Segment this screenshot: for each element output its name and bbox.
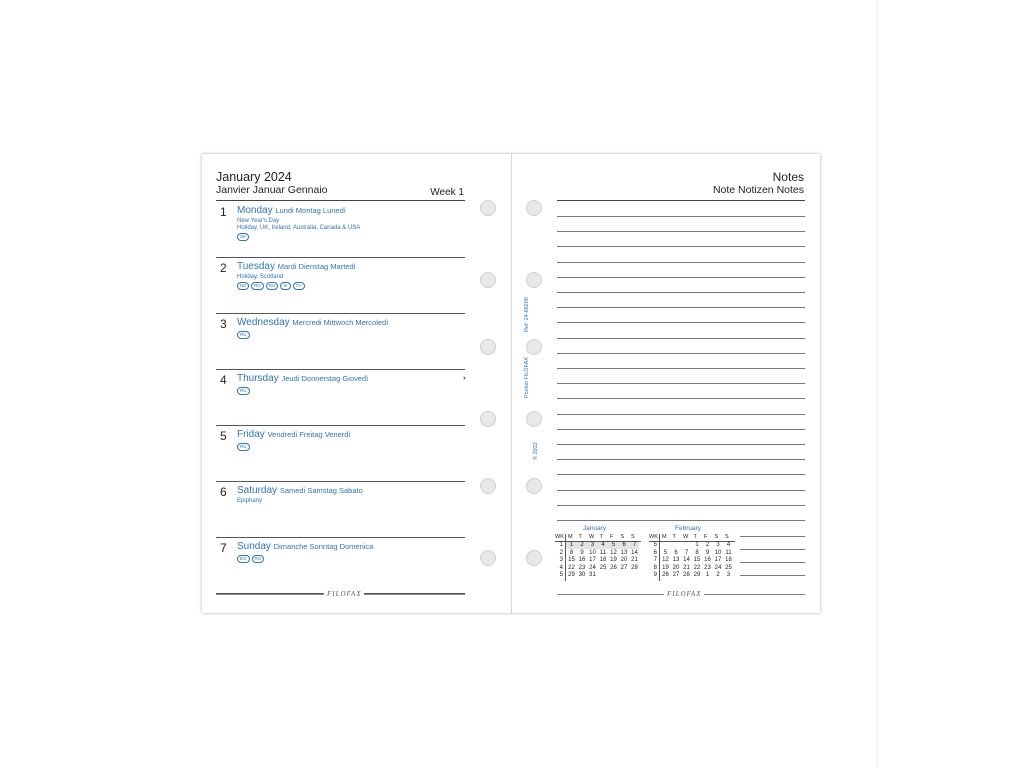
date-cell: 17: [589, 557, 596, 564]
note-line: [557, 459, 805, 460]
note-line: [557, 520, 805, 521]
date-cell: 3: [590, 542, 595, 548]
country-badge: RO: [251, 282, 264, 290]
date-cell: 23: [578, 564, 586, 571]
day-number: 3: [220, 317, 227, 331]
country-badge: SI: [280, 282, 290, 290]
weekday-header: S: [714, 534, 719, 540]
date-cell: 28: [631, 564, 638, 571]
day-name-translations: Samedi Samstag Sabato: [279, 486, 363, 495]
note-line: [557, 505, 805, 506]
date-cell: 15: [568, 557, 575, 564]
date-cell: 21: [683, 564, 690, 571]
note-line-short: [740, 549, 805, 550]
note-line: [557, 307, 805, 308]
date-cell: 12: [662, 557, 669, 564]
day-name: Sunday: [237, 541, 271, 552]
day-entry: [216, 369, 465, 426]
date-cell: 11: [725, 549, 732, 556]
note-line: [557, 474, 805, 475]
date-cell: 22: [693, 564, 701, 571]
day-name-line: [237, 205, 346, 216]
date-cell: 20: [620, 557, 628, 564]
day-entry: [216, 481, 465, 538]
date-cell: 29: [568, 572, 575, 579]
day-name-line: [237, 373, 368, 384]
date-cell: 18: [725, 557, 732, 564]
day-name-line: [237, 541, 373, 552]
date-cell: 30: [578, 572, 586, 579]
punch-hole: [526, 339, 542, 355]
date-cell: 19: [610, 557, 617, 564]
weekday-header: S: [620, 534, 625, 540]
note-line: [557, 414, 805, 415]
punch-hole: [480, 339, 496, 355]
day-name-line: [237, 261, 356, 272]
country-badge: RU: [252, 555, 265, 563]
day-name: Wednesday: [237, 317, 290, 328]
weekday-header: M: [568, 534, 573, 540]
date-cell: 24: [714, 564, 722, 571]
country-badge: RU: [237, 331, 250, 339]
note-line: [557, 353, 805, 354]
day-name-line: [237, 485, 363, 496]
week-number-cell: 5: [653, 542, 657, 548]
note-line: [557, 246, 805, 247]
country-badge: TH: [293, 282, 305, 290]
month-title: January 2024: [216, 170, 292, 184]
date-cell: 26: [610, 564, 617, 571]
weekday-header: S: [631, 534, 635, 540]
day-name-translations: Mercredi Mittwoch Mercoledì: [292, 318, 389, 327]
date-cell: 8: [569, 549, 574, 556]
week-number-cell: 7: [653, 557, 657, 564]
note-line: [557, 383, 805, 384]
punch-hole: [480, 550, 496, 566]
day-entry: [216, 257, 465, 314]
date-cell: 4: [601, 542, 605, 548]
date-cell: 27: [672, 572, 680, 579]
day-name-translations: Jeudi Donnerstag Giovedì: [281, 374, 369, 383]
week-number-cell: 2: [559, 549, 563, 556]
date-cell: 9: [705, 549, 710, 556]
week-number-cell: 6: [653, 549, 657, 556]
copyright: © 2022: [533, 442, 539, 460]
day-name-translations: Lundi Montag Lunedì: [275, 206, 346, 215]
weekday-header: T: [693, 534, 697, 540]
date-cell: 3: [726, 572, 731, 579]
date-cell: 1: [695, 542, 699, 548]
week-number-cell: 8: [653, 564, 657, 571]
reference-number: Ref: 24-68209: [524, 297, 530, 332]
weekday-header: W: [683, 534, 689, 540]
day-name: Friday: [237, 429, 265, 440]
day-number: 1: [220, 205, 227, 219]
date-cell: 10: [589, 549, 596, 556]
date-cell: 23: [704, 564, 711, 571]
day-note: New Year's Day: [237, 218, 280, 224]
day-entry: [216, 537, 465, 594]
note-line: [557, 292, 805, 293]
weekday-header: F: [610, 534, 614, 540]
note-line: [557, 262, 805, 263]
date-cell: 8: [695, 549, 699, 556]
country-badge: RU: [266, 282, 279, 290]
note-line: [557, 322, 805, 323]
country-badges: [237, 282, 305, 290]
country-badges: [237, 233, 249, 241]
note-line: [557, 368, 805, 369]
date-cell: 31: [589, 572, 596, 579]
country-badges: [237, 443, 250, 451]
diary-spread: [202, 154, 820, 613]
weekday-header: T: [672, 534, 676, 540]
day-number: 2: [220, 261, 227, 275]
note-line-short: [740, 562, 805, 563]
day-number: 4: [220, 373, 227, 387]
country-badge: EG: [237, 555, 250, 563]
date-cell: 7: [684, 549, 689, 556]
date-cell: 29: [693, 572, 701, 579]
date-cell: 24: [589, 564, 596, 571]
date-cell: 25: [725, 564, 732, 571]
day-note: Epiphany: [237, 498, 263, 504]
day-number: 5: [220, 429, 227, 443]
date-cell: 4: [726, 542, 731, 548]
punch-hole: [480, 272, 496, 288]
note-line-short: [740, 536, 805, 537]
weekday-header: WK: [649, 534, 658, 540]
country-badges: [237, 387, 250, 395]
date-cell: 20: [672, 564, 680, 571]
date-cell: 19: [662, 564, 669, 571]
date-cell: 5: [611, 542, 616, 548]
punch-hole: [526, 478, 542, 494]
country-badge: SK: [237, 233, 249, 241]
date-cell: 7: [632, 542, 637, 548]
date-cell: 2: [580, 542, 584, 548]
country-badges: [237, 331, 250, 339]
date-cell: 28: [683, 572, 690, 579]
day-entry: [216, 425, 465, 482]
country-badge: RU: [237, 443, 250, 451]
country-badges: [237, 555, 264, 563]
week-number-cell: 3: [559, 557, 563, 564]
note-line: [557, 231, 805, 232]
day-number: 7: [220, 541, 227, 555]
day-name-line: [237, 317, 388, 328]
date-cell: 6: [674, 549, 678, 556]
day-name-translations: Dimanche Sonntag Domenica: [273, 542, 374, 551]
date-cell: 25: [599, 564, 607, 571]
date-cell: 12: [610, 549, 617, 556]
day-name: Tuesday: [237, 261, 275, 272]
weekday-header: WK: [555, 534, 564, 540]
date-cell: 18: [599, 557, 607, 564]
background-edge-line: [877, 0, 878, 768]
note-line: [557, 338, 805, 339]
day-name: Monday: [237, 205, 273, 216]
left-footer-logo: FILOFAX: [324, 590, 364, 598]
note-line: [557, 216, 805, 217]
week-number: Week 1: [430, 187, 464, 198]
date-cell: 15: [693, 557, 701, 564]
weekday-header: T: [599, 534, 603, 540]
day-name-translations: Mardi Dienstag Martedì: [277, 262, 356, 271]
country-badge: NZ: [237, 282, 249, 290]
day-name: Thursday: [237, 373, 279, 384]
week-number-cell: 5: [559, 572, 563, 579]
page-fold: [511, 154, 512, 613]
note-line: [557, 429, 805, 430]
punch-hole: [526, 411, 542, 427]
mini-calendar-month: January: [583, 525, 607, 532]
weekday-header: T: [578, 534, 582, 540]
weekday-header: F: [704, 534, 708, 540]
country-badge: RU: [237, 387, 250, 395]
date-cell: 17: [714, 557, 722, 564]
date-cell: 13: [620, 549, 628, 556]
date-cell: 1: [705, 572, 710, 579]
date-cell: 2: [716, 572, 720, 579]
note-line: [557, 444, 805, 445]
date-cell: 22: [568, 564, 575, 571]
day-entry: [216, 201, 465, 258]
punch-hole: [526, 200, 542, 216]
day-note: Holiday, UK, Ireland, Australia, Canada & USA: [237, 225, 361, 231]
date-cell: 3: [716, 542, 720, 548]
note-line: [557, 398, 805, 399]
day-note: Holiday, Scotland: [237, 274, 284, 280]
day-name-line: [237, 429, 351, 440]
notes-translations: Note Notizen Notes: [712, 184, 804, 196]
day-name-translations: Vendredi Freitag Venerdì: [267, 430, 351, 439]
punch-hole: [480, 200, 496, 216]
month-translations: Janvier Januar Gennaio: [216, 184, 328, 196]
note-line: [557, 200, 805, 201]
day-entry: [216, 313, 465, 370]
mini-calendar-month: February: [675, 525, 702, 532]
date-cell: 16: [704, 557, 711, 564]
punch-hole: [480, 411, 496, 427]
day-name: Saturday: [237, 485, 278, 496]
weekday-header: M: [662, 534, 667, 540]
weekday-header: W: [589, 534, 595, 540]
date-cell: 6: [622, 542, 626, 548]
date-cell: 16: [578, 557, 586, 564]
date-cell: 11: [599, 549, 607, 556]
date-cell: 9: [580, 549, 584, 556]
date-cell: 1: [569, 542, 574, 548]
punch-hole: [480, 478, 496, 494]
date-cell: 14: [683, 557, 690, 564]
date-cell: 13: [672, 557, 680, 564]
punch-hole: [526, 272, 542, 288]
day-number: 6: [220, 485, 227, 499]
right-footer-logo: FILOFAX: [664, 590, 704, 598]
week-number-cell: 9: [653, 572, 657, 579]
note-line-short: [740, 575, 805, 576]
date-cell: 5: [663, 549, 668, 556]
date-cell: 26: [662, 572, 669, 579]
date-cell: 27: [620, 564, 628, 571]
note-line: [557, 490, 805, 491]
date-cell: 14: [631, 549, 638, 556]
week-number-cell: 4: [559, 564, 563, 571]
punch-hole: [526, 550, 542, 566]
date-cell: 21: [631, 557, 638, 564]
date-cell: 10: [714, 549, 722, 556]
week-number-cell: 1: [559, 542, 563, 548]
weekday-header: S: [725, 534, 729, 540]
notes-title: Notes: [772, 170, 804, 184]
moon-phase-icon: ◑: [461, 375, 466, 382]
note-line: [557, 277, 805, 278]
date-cell: 2: [705, 542, 710, 548]
binding-brand: Pocket FILOFAX: [524, 357, 530, 398]
